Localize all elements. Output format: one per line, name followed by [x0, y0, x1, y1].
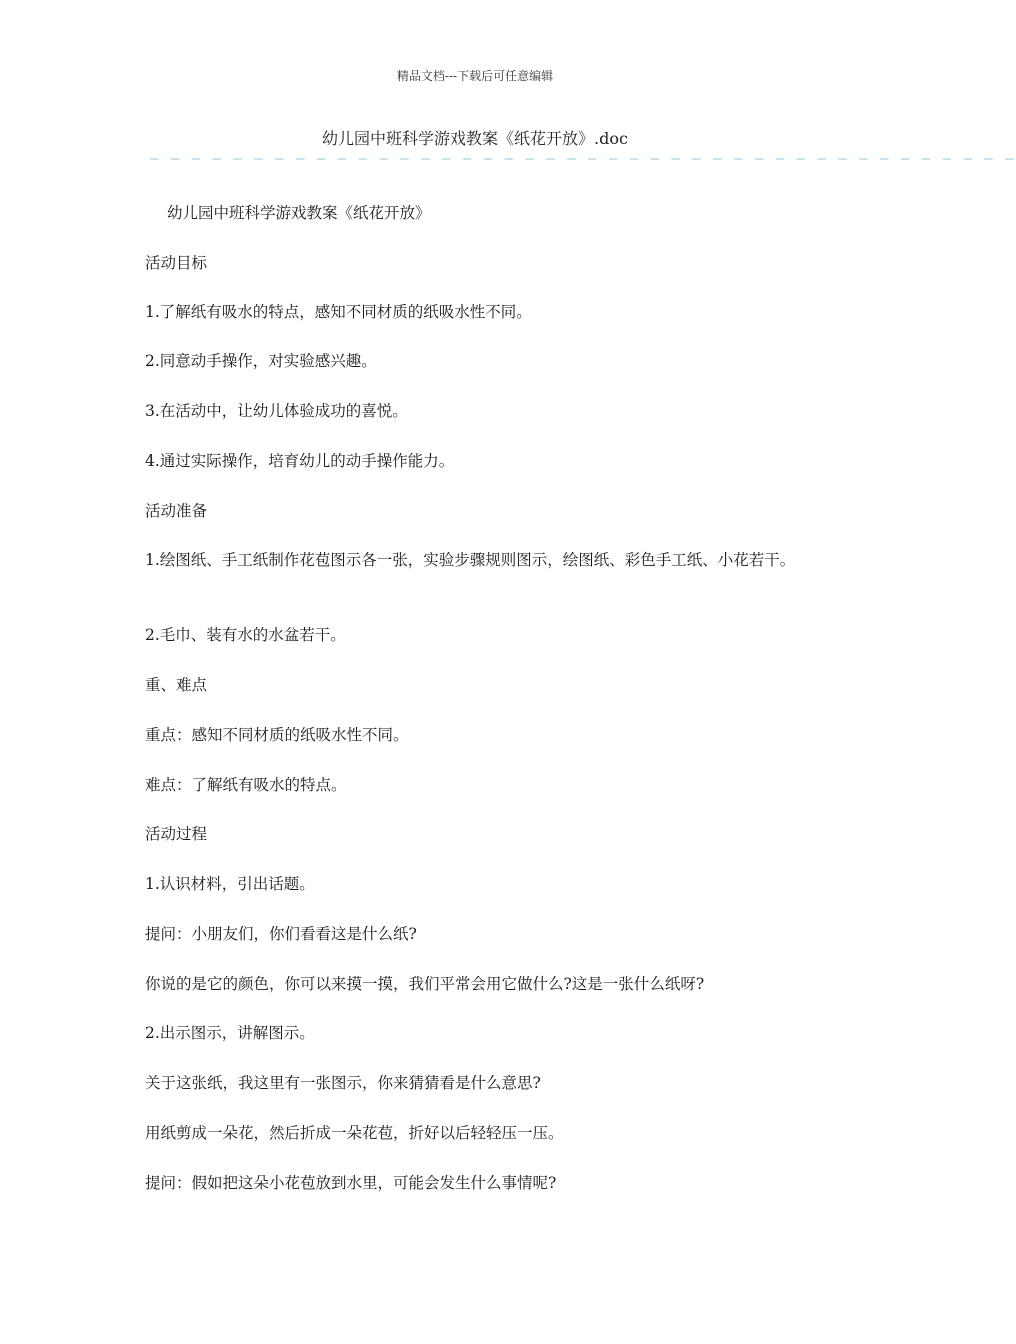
- section-heading-key-points: 重、难点: [145, 676, 208, 694]
- body-heading: 幼儿园中班科学游戏教案《纸花开放》: [167, 204, 431, 222]
- paragraph: 1.绘图纸、手工纸制作花苞图示各一张，实验步骤规则图示，绘图纸、彩色手工纸、小花若干。: [145, 551, 796, 569]
- paragraph: 关于这张纸，我这里有一张图示，你来猜猜看是什么意思?: [145, 1074, 541, 1092]
- paragraph: 3.在活动中，让幼儿体验成功的喜悦。: [145, 402, 408, 420]
- section-heading-process: 活动过程: [145, 825, 208, 843]
- dashed-divider: — — — — — — — — — — — — — — — — — — — — — — — — — — — — — — — — — — — — — — — — — —: [150, 151, 1016, 167]
- section-heading-goals: 活动目标: [145, 254, 208, 272]
- paragraph: 难点：了解纸有吸水的特点。: [145, 776, 347, 794]
- paragraph: 2.同意动手操作，对实验感兴趣。: [145, 352, 377, 370]
- paragraph: 提问：假如把这朵小花苞放到水里，可能会发生什么事情呢?: [145, 1174, 557, 1192]
- paragraph: 提问：小朋友们，你们看看这是什么纸?: [145, 925, 417, 943]
- section-heading-preparation: 活动准备: [145, 502, 208, 520]
- paragraph: 4.通过实际操作，培育幼儿的动手操作能力。: [145, 452, 455, 470]
- paragraph: 1.了解纸有吸水的特点，感知不同材质的纸吸水性不同。: [145, 303, 532, 321]
- paragraph: 2.毛巾、装有水的水盆若干。: [145, 626, 346, 644]
- paragraph: 重点：感知不同材质的纸吸水性不同。: [145, 726, 409, 744]
- paragraph: 你说的是它的颜色，你可以来摸一摸，我们平常会用它做什么?这是一张什么纸呀?: [145, 975, 705, 993]
- paragraph: 2.出示图示，讲解图示。: [145, 1024, 315, 1042]
- paragraph: 用纸剪成一朵花，然后折成一朵花苞，折好以后轻轻压一压。: [145, 1124, 564, 1142]
- document-title: 幼儿园中班科学游戏教案《纸花开放》.doc: [322, 129, 628, 148]
- header-note: 精品文档---下载后可任意编辑: [396, 69, 554, 83]
- paragraph: 1.认识材料，引出话题。: [145, 875, 315, 893]
